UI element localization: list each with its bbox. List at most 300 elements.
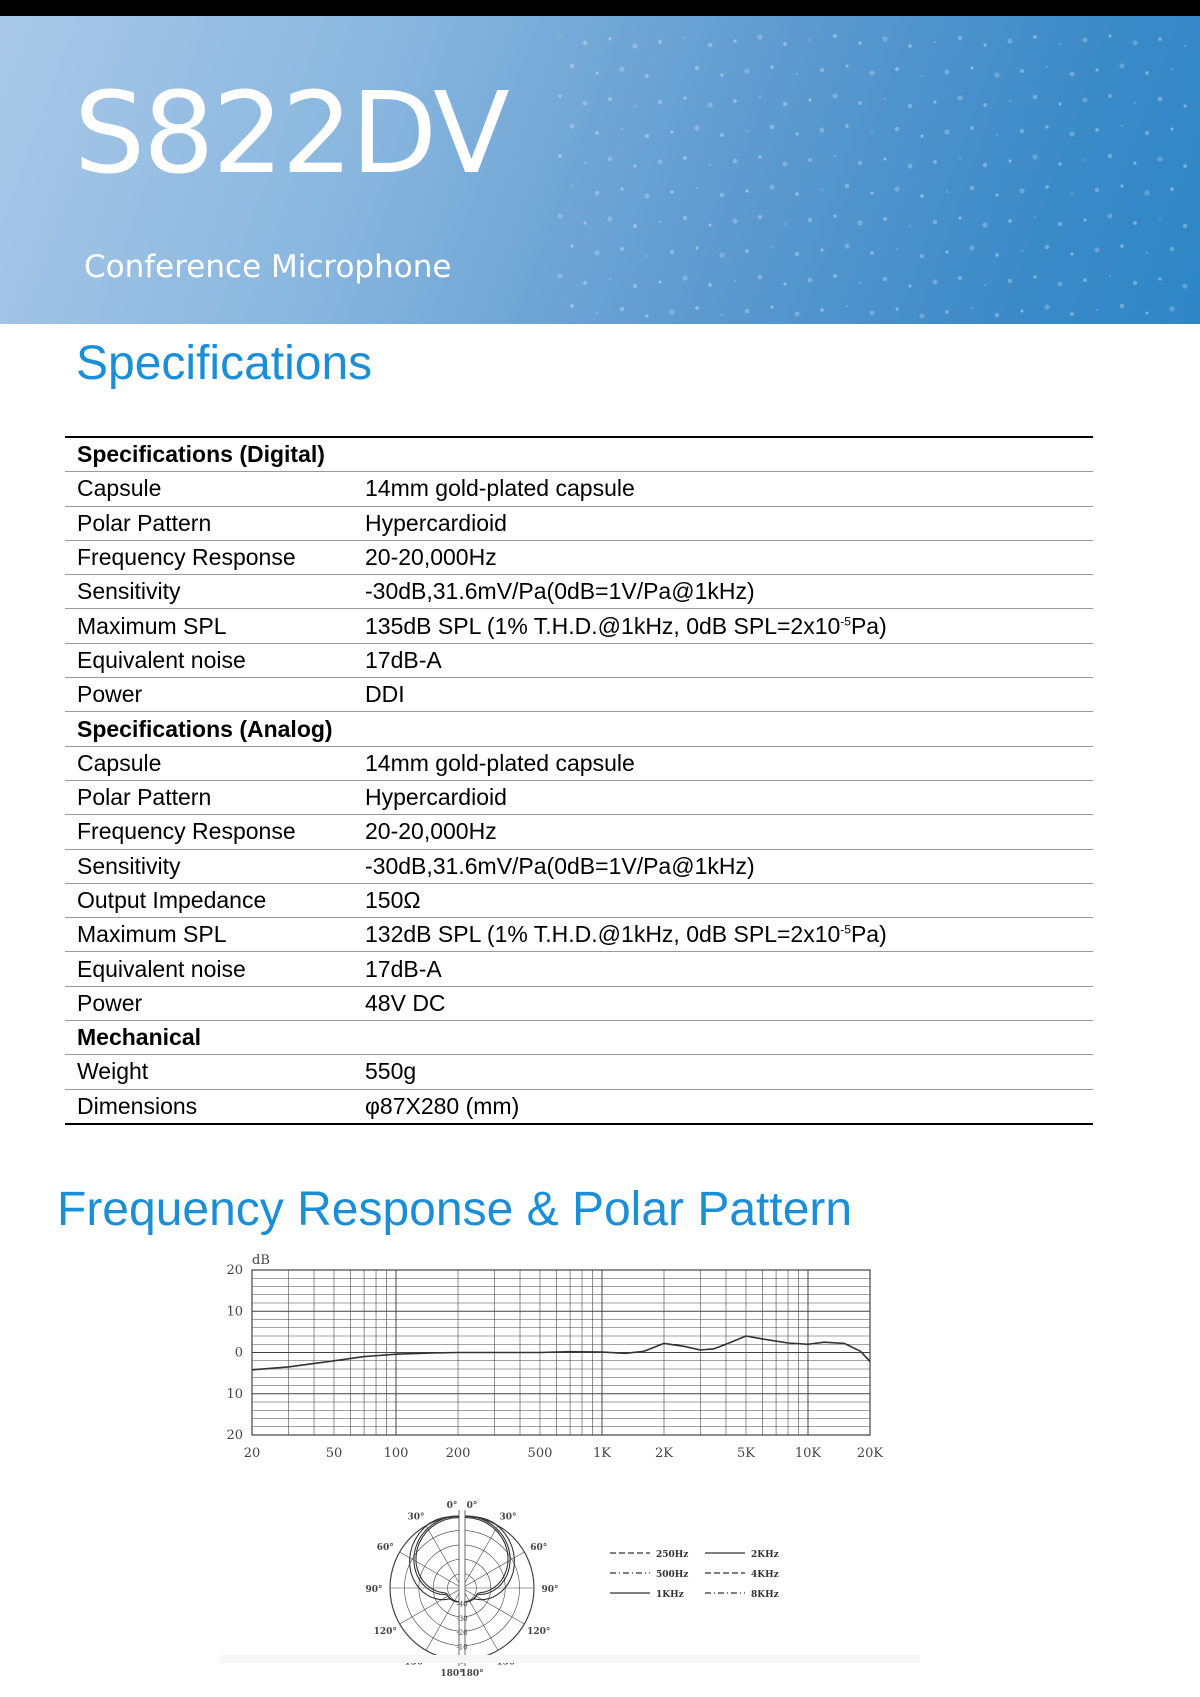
hero-dot	[820, 68, 825, 73]
hero-dot	[1183, 104, 1186, 107]
hero-dot	[1071, 193, 1073, 195]
hero-dot	[1045, 245, 1050, 250]
x-tick-label: 5K	[736, 1446, 755, 1461]
hero-dot	[608, 37, 611, 40]
hero-dot	[995, 313, 1000, 318]
hero-dot	[632, 43, 637, 48]
polar-angle-label: 90°	[541, 1585, 559, 1595]
spec-value-text: 14mm gold-plated capsule	[365, 749, 635, 776]
hero-dot	[883, 217, 887, 221]
hero-dot	[984, 284, 986, 286]
y-tick-label: 0	[234, 1345, 243, 1361]
hero-dot	[633, 224, 637, 228]
spec-section-row	[65, 437, 1093, 472]
hero-dot	[1159, 218, 1161, 220]
polar-ring-label: -20	[456, 1629, 468, 1638]
hero-dot	[944, 129, 949, 134]
hero-dot	[1108, 94, 1112, 98]
hero-dot	[684, 37, 686, 39]
hero-dot	[869, 70, 874, 75]
x-tick-label: 500	[527, 1446, 553, 1461]
polar-spoke	[462, 1526, 498, 1588]
hero-dot	[920, 194, 924, 198]
hero-dot	[996, 134, 998, 136]
hero-dot	[695, 306, 699, 310]
hero-dot	[832, 93, 837, 98]
hero-dot	[1144, 190, 1149, 195]
hero-dot	[720, 133, 724, 137]
hero-dot	[858, 161, 863, 166]
hero-dot	[584, 162, 586, 164]
spec-value-text: 20-20,000Hz	[365, 544, 497, 571]
product-subtitle: Conference Microphone	[84, 249, 452, 285]
hero-dot	[784, 223, 786, 225]
spec-section-row	[65, 712, 1093, 746]
hero-dot	[645, 314, 648, 317]
spec-label: Power	[65, 986, 353, 1020]
hero-dot	[884, 98, 886, 100]
specifications-heading: Specifications	[76, 337, 373, 390]
hero-dot	[1119, 63, 1124, 68]
hero-dot	[1158, 97, 1163, 102]
spec-label: Frequency Response	[65, 815, 353, 849]
hero-dot	[708, 223, 711, 226]
hero-dot	[608, 157, 613, 162]
hero-dot	[583, 41, 588, 46]
hero-dot	[595, 131, 599, 135]
hero-dot	[1121, 125, 1123, 127]
polar-pattern-curve	[410, 1516, 459, 1602]
legend-label: 250Hz	[656, 1550, 689, 1560]
spec-label: Equivalent noise	[65, 952, 353, 986]
hero-dot	[844, 243, 849, 248]
hero-dot	[595, 191, 600, 196]
hero-dot	[759, 96, 761, 98]
hero-dot	[670, 250, 675, 255]
spec-value-text: 132dB SPL (1% T.H.D.@1kHz, 0dB SPL=2x10	[365, 921, 841, 948]
polar-angle-label: 120°	[527, 1627, 551, 1637]
hero-dot	[1133, 281, 1138, 286]
hero-dot	[1145, 71, 1149, 75]
spec-value-text: -30dB,31.6mV/Pa(0dB=1V/Pa@1kHz)	[365, 852, 755, 879]
hero-dot	[845, 64, 848, 67]
spec-label: Frequency Response	[65, 540, 353, 574]
spec-label: Capsule	[65, 472, 353, 506]
polar-ring-label: -40	[456, 1600, 468, 1609]
polar-angle-label: 180°	[440, 1669, 464, 1679]
hero-dot	[634, 105, 636, 107]
hero-dot	[870, 251, 874, 255]
hero-dot	[708, 283, 712, 287]
spec-value	[353, 986, 1093, 1020]
spec-row	[65, 678, 1093, 712]
polar-spoke	[400, 1588, 462, 1624]
hero-dot	[633, 164, 636, 167]
hero-dot	[708, 43, 713, 48]
y-tick-label: 20	[226, 1263, 243, 1278]
hero-dot	[1009, 100, 1011, 102]
hero-dot	[695, 66, 700, 71]
hero-dot	[1107, 213, 1112, 218]
spec-value-text: 135dB SPL (1% T.H.D.@1kHz, 0dB SPL=2x10	[365, 612, 841, 639]
hero-dot	[1070, 312, 1074, 316]
hero-dot	[583, 281, 587, 285]
hero-dot	[907, 163, 912, 168]
spec-row	[65, 780, 1093, 814]
polar-angle-label: 30°	[499, 1512, 517, 1523]
hero-dot	[945, 310, 949, 314]
hero-dot	[970, 66, 973, 69]
x-tick-label: 1K	[592, 1446, 611, 1461]
hero-dot	[895, 67, 899, 71]
spec-row	[65, 986, 1093, 1020]
hero-dot	[1095, 68, 1098, 71]
hero-dot	[558, 94, 561, 97]
hero-dot	[919, 313, 924, 318]
spec-label: Equivalent noise	[65, 643, 353, 677]
spec-value-unit: Pa)	[850, 612, 887, 639]
hero-dot	[983, 163, 988, 168]
hero-dot	[707, 102, 712, 107]
hero-dot	[646, 255, 648, 257]
hero-dot	[845, 184, 850, 189]
spec-value-text: Hypercardioid	[365, 784, 507, 811]
polar-ring-label: -10	[456, 1643, 468, 1652]
hero-dot	[1183, 164, 1187, 168]
polar-spoke	[462, 1552, 524, 1588]
spec-value-text: 20-20,000Hz	[365, 818, 497, 845]
hero-dot	[894, 186, 899, 191]
hero-dot	[671, 71, 673, 73]
spec-value	[353, 540, 1093, 574]
hero-dot	[582, 100, 587, 105]
legend-label: 4KHz	[751, 1570, 779, 1580]
hero-dot	[1146, 252, 1148, 254]
x-tick-label: 20K	[856, 1446, 884, 1461]
spec-value	[353, 678, 1093, 712]
hero-dot	[744, 68, 749, 73]
hero-dot	[1019, 188, 1024, 193]
spec-label: Output Impedance	[65, 883, 353, 917]
hero-dot	[1095, 128, 1099, 132]
hero-dot	[695, 246, 698, 249]
hero-dot	[621, 128, 623, 130]
spec-label: Maximum SPL	[65, 609, 353, 643]
spec-value	[353, 883, 1093, 917]
spec-value-exponent: -5	[840, 922, 851, 937]
hero-dot	[982, 222, 987, 227]
hero-dot	[620, 187, 623, 190]
spec-value-text: Hypercardioid	[365, 509, 507, 536]
hero-dot	[933, 100, 936, 103]
spec-label: Power	[65, 678, 353, 712]
hero-dot	[1083, 278, 1087, 282]
hero-dot	[570, 244, 573, 247]
hero-dot	[1045, 125, 1048, 128]
hero-dot	[895, 307, 898, 310]
hero-dot	[1158, 37, 1162, 41]
hero-dot	[846, 305, 848, 307]
polar-spoke	[426, 1526, 462, 1588]
hero-dot	[933, 220, 938, 225]
hero-dot	[1108, 34, 1111, 37]
legend-label: 1KHz	[656, 1590, 684, 1600]
hero-dot	[1171, 68, 1173, 70]
hero-dot	[921, 75, 923, 77]
hero-dot	[719, 252, 724, 257]
hero-dot	[758, 275, 763, 280]
hero-dot	[559, 35, 561, 37]
hero-dot	[1158, 277, 1161, 280]
hero-dot	[658, 40, 662, 44]
spec-row	[65, 506, 1093, 540]
hero-dot	[1007, 38, 1012, 43]
spec-value-exponent: -5	[840, 613, 851, 628]
hero-dot	[845, 124, 849, 128]
spec-row	[65, 952, 1093, 986]
hero-dot	[720, 73, 723, 76]
hero-dot	[570, 304, 574, 308]
polar-angle-label: 120°	[373, 1627, 397, 1637]
hero-dot	[933, 160, 937, 164]
spec-value-text: φ87X280 (mm)	[365, 1092, 520, 1119]
hero-dot	[1083, 218, 1086, 221]
hero-dot	[934, 41, 936, 43]
hero-dot	[858, 41, 861, 44]
hero-dot	[1008, 279, 1013, 284]
spec-value-text: DDI	[365, 681, 405, 708]
hero-dot	[1082, 97, 1087, 102]
spec-row	[65, 918, 1093, 952]
hero-dot	[833, 274, 837, 278]
spec-row	[65, 815, 1093, 849]
hero-dot	[932, 279, 937, 284]
hero-dot	[783, 42, 787, 46]
hero-dot	[1045, 185, 1049, 189]
hero-dot	[645, 74, 649, 78]
hero-dot	[908, 44, 912, 48]
hero-dot	[895, 127, 900, 132]
hero-dot	[871, 132, 873, 134]
hero-dot	[1184, 45, 1186, 47]
hero-dot	[821, 189, 823, 191]
hero-dot	[995, 193, 998, 196]
hero-dot	[1033, 275, 1036, 278]
spec-label: Polar Pattern	[65, 780, 353, 814]
hero-dot	[1120, 244, 1124, 248]
hero-dot	[571, 185, 573, 187]
hero-dot	[1008, 159, 1011, 162]
hero-dot	[733, 99, 737, 103]
hero-dot	[957, 95, 962, 100]
hero-dot	[946, 191, 948, 193]
hero-dot	[694, 125, 699, 130]
hero-dot	[1095, 188, 1100, 193]
hero-dot	[1133, 221, 1137, 225]
spec-value-text: -30dB,31.6mV/Pa(0dB=1V/Pa@1kHz)	[365, 578, 755, 605]
hero-dot	[1059, 43, 1061, 45]
spec-table	[65, 436, 1093, 1125]
hero-dot	[920, 134, 923, 137]
hero-dot	[945, 250, 948, 253]
hero-dot	[1069, 131, 1074, 136]
hero-dot	[1145, 311, 1148, 314]
hero-dot	[721, 314, 723, 316]
polar-divider	[459, 1510, 465, 1666]
hero-dot	[1058, 102, 1061, 105]
spec-label: Weight	[65, 1055, 353, 1089]
hero-dot	[819, 127, 824, 132]
hero-dot	[720, 193, 725, 198]
hero-dot	[882, 36, 887, 41]
hero-dot	[770, 305, 773, 308]
polar-angle-label: 30°	[407, 1512, 425, 1523]
hero-dot	[807, 277, 812, 282]
hero-dot	[557, 273, 562, 278]
legend-label: 500Hz	[656, 1570, 689, 1580]
spec-value	[353, 643, 1093, 677]
spec-value	[353, 918, 1093, 952]
hero-dot	[1070, 72, 1075, 77]
hero-dot	[1032, 154, 1037, 159]
hero-dot	[1132, 40, 1137, 45]
spec-value	[353, 952, 1093, 986]
hero-dot	[569, 123, 574, 128]
hero-dot	[619, 66, 624, 71]
hero-dot	[594, 250, 599, 255]
top-black-bar	[0, 0, 1200, 16]
spec-section-row	[65, 1021, 1093, 1055]
hero-dot	[596, 312, 598, 314]
hero-dot	[669, 309, 674, 314]
hero-dot	[909, 225, 911, 227]
spec-value-text: 48V DC	[365, 989, 446, 1016]
spec-section-title: Specifications (Analog)	[65, 712, 1093, 746]
spec-value-unit: Pa)	[850, 921, 887, 948]
hero-dot	[683, 96, 686, 99]
hero-dot	[758, 155, 761, 158]
polar-angle-label: 0°	[446, 1501, 458, 1511]
hero-banner	[0, 16, 1200, 324]
hero-dot	[959, 157, 961, 159]
spec-value-text: 550g	[365, 1058, 417, 1085]
hero-dot	[1044, 304, 1049, 309]
spec-row	[65, 1089, 1093, 1124]
hero-dot	[609, 278, 611, 280]
hero-dot	[658, 280, 661, 283]
spec-row	[65, 849, 1093, 883]
hero-dot	[1058, 162, 1062, 166]
hero-dot	[570, 64, 575, 69]
spec-value	[353, 849, 1093, 883]
hero-dot	[808, 218, 813, 223]
hero-dot	[1120, 184, 1123, 187]
hero-dot	[595, 71, 598, 74]
hero-dot	[633, 284, 638, 289]
hero-dot	[683, 216, 688, 221]
spec-row	[65, 1055, 1093, 1089]
polar-angle-label: 0°	[466, 1501, 478, 1511]
hero-dot	[983, 103, 987, 107]
spec-value-text: 14mm gold-plated capsule	[365, 475, 635, 502]
spec-value-text: 150Ω	[365, 887, 421, 913]
polar-angle-label: 180°	[460, 1669, 484, 1679]
spec-label: Sensitivity	[65, 849, 353, 883]
x-tick-label: 20	[243, 1446, 261, 1461]
hero-dot	[1033, 95, 1038, 100]
spec-value-text: 17dB-A	[365, 955, 442, 982]
hero-dot	[969, 245, 974, 250]
hero-dot	[794, 311, 799, 316]
polar-angle-label: 60°	[376, 1543, 394, 1553]
hero-dot	[1020, 129, 1025, 134]
hero-dot	[644, 193, 649, 198]
hero-dot	[833, 214, 836, 217]
spec-value	[353, 746, 1093, 780]
hero-dot	[808, 158, 812, 162]
hero-dot	[746, 130, 748, 132]
legend-label: 2KHz	[751, 1550, 779, 1560]
hero-dot	[745, 249, 749, 253]
hero-dot	[709, 164, 711, 166]
hero-dot	[958, 36, 963, 41]
polar-ring-label: -30	[456, 1614, 468, 1623]
hero-dot	[1058, 222, 1063, 227]
hero-dot	[670, 130, 673, 133]
hero-dot	[758, 215, 762, 219]
hero-dot	[1034, 216, 1036, 218]
hero-dot	[659, 221, 661, 223]
spec-row	[65, 883, 1093, 917]
frequency-polar-heading: Frequency Response & Polar Pattern	[57, 1183, 853, 1236]
hero-dot	[658, 100, 663, 105]
x-tick-label: 100	[383, 1446, 409, 1461]
hero-dot	[745, 309, 750, 314]
spec-row	[65, 643, 1093, 677]
bottom-strip	[220, 1655, 920, 1663]
hero-dot	[1020, 309, 1023, 312]
spec-value	[353, 609, 1093, 643]
x-tick-label: 200	[445, 1446, 471, 1461]
hero-dot	[1070, 252, 1073, 255]
spec-row	[65, 540, 1093, 574]
spec-row	[65, 609, 1093, 643]
hero-dot	[994, 72, 999, 77]
hero-dot	[808, 98, 811, 101]
hero-dot	[859, 282, 861, 284]
hero-dot	[558, 154, 562, 158]
hero-dot	[1157, 156, 1162, 161]
hero-dot	[670, 190, 674, 194]
hero-dot	[733, 39, 736, 42]
product-title: S822DV	[74, 69, 508, 199]
hero-dot	[795, 252, 800, 257]
spec-value	[353, 506, 1093, 540]
polar-pattern-curve	[465, 1516, 514, 1602]
hero-dot	[834, 155, 836, 157]
hero-dot	[796, 73, 798, 75]
spec-label: Polar Pattern	[65, 506, 353, 540]
hero-dot	[783, 102, 788, 107]
hero-dot	[858, 101, 862, 105]
hero-dot	[945, 70, 950, 75]
hero-dot	[620, 307, 625, 312]
hero-dot	[733, 159, 738, 164]
hero-dot	[1183, 224, 1188, 229]
hero-dot	[820, 308, 824, 312]
hero-dot	[745, 189, 748, 192]
hero-dot	[1096, 309, 1098, 311]
